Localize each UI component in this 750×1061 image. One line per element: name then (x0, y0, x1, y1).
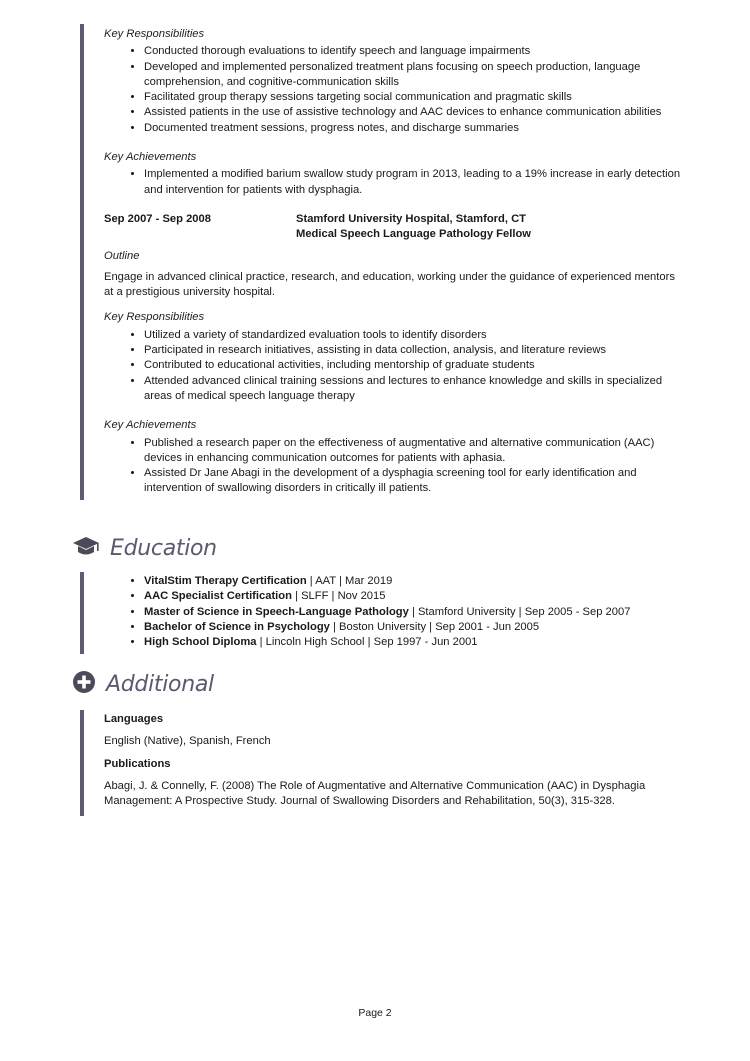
list-item: • Attended advanced clinical training sessions and lectures to enhance knowledge and skills in specialized areas of medical speech language therapy (144, 374, 685, 405)
job1-responsibilities (104, 44, 685, 136)
job1-achievements-heading: Key Achievements (104, 151, 197, 164)
publications-value: Abagi, J. & Connelly, F. (2008) The Role of Augmentative and Alternative Communication (AAC) in Dysphagia Management: A Prospective Study. Journal of Swallowing Disorders and Rehabilitation, 50(3), 315-328. (104, 779, 646, 808)
graduation-cap-icon (72, 534, 100, 563)
job2-responsibilities (104, 328, 685, 404)
list-item: • Developed and implemented personalized treatment plans focusing on speech production, language comprehension, and cognitive-communication skills (144, 60, 685, 91)
list-item: • Contributed to educational activities, including mentorship of graduate students (144, 358, 685, 373)
plus-circle-icon (72, 670, 96, 699)
list-item: • Utilized a variety of standardized evaluation tools to identify disorders (144, 328, 685, 343)
publications-heading: Publications (104, 757, 171, 770)
list-item: • Assisted patients in the use of assistive technology and AAC devices to enhance communication abilities (144, 105, 685, 120)
list-item: • Implemented a modified barium swallow study program in 2013, leading to a 19% increase in early detection and intervention for patients with dysphagia. (144, 167, 685, 198)
list-item: • Conducted thorough evaluations to identify speech and language impairments (144, 44, 685, 59)
languages-heading: Languages (104, 713, 164, 725)
education-item: • Bachelor of Science in Psychology | Boston University | Sep 2001 - Jun 2005 (144, 620, 685, 635)
education-item: • VitalStim Therapy Certification | AAT | Mar 2019 (144, 574, 685, 589)
job2-title: Medical Speech Language Pathology Fellow (296, 228, 531, 241)
page-number: Page 2 (358, 1007, 392, 1019)
education-title: Education (110, 536, 217, 561)
job2-outline-heading: Outline (104, 249, 140, 262)
list-item: • Published a research paper on the effectiveness of augmentative and alternative communication (AAC) devices in enhancing communication outcomes for patients with aphasia. (144, 436, 685, 467)
list-item: • Assisted Dr Jane Abagi in the development of a dysphagia screening tool for early identification and intervention of swallowing disorders in critically ill patients. (144, 466, 685, 497)
education-heading (72, 534, 217, 563)
education-item: • High School Diploma | Lincoln High School | Sep 1997 - Jun 2001 (144, 635, 685, 650)
additional-heading (72, 670, 214, 699)
list-item: • Facilitated group therapy sessions targeting social communication and pragmatic skills (144, 90, 685, 105)
education-list (80, 574, 685, 650)
additional-content (80, 712, 685, 809)
job2-achievements (104, 436, 685, 497)
job2-employer: Stamford University Hospital, Stamford, CT (296, 212, 526, 225)
job2-dates: Sep 2007 - Sep 2008 (104, 212, 211, 225)
list-item: • Participated in research initiatives, assisting in data collection, analysis, and literature reviews (144, 343, 685, 358)
job1-responsibilities-heading: Key Responsibilities (104, 28, 205, 40)
job2-header (104, 212, 685, 243)
job2-outline: Engage in advanced clinical practice, research, and education, working under the guidance of experienced mentors at a prestigious university hospital. (104, 270, 675, 299)
experience-continued (80, 27, 685, 497)
list-item: • Documented treatment sessions, progress notes, and discharge summaries (144, 121, 685, 136)
education-item: • Master of Science in Speech-Language Pathology | Stamford University | Sep 2005 - Sep 2007 (144, 605, 685, 620)
education-item: • AAC Specialist Certification | SLFF | Nov 2015 (144, 589, 685, 604)
job2-achievements-heading: Key Achievements (104, 419, 197, 432)
job2-responsibilities-heading: Key Responsibilities (104, 311, 205, 324)
job1-achievements (104, 167, 685, 198)
additional-title: Additional (106, 672, 214, 697)
languages-value: English (Native), Spanish, French (104, 735, 271, 748)
